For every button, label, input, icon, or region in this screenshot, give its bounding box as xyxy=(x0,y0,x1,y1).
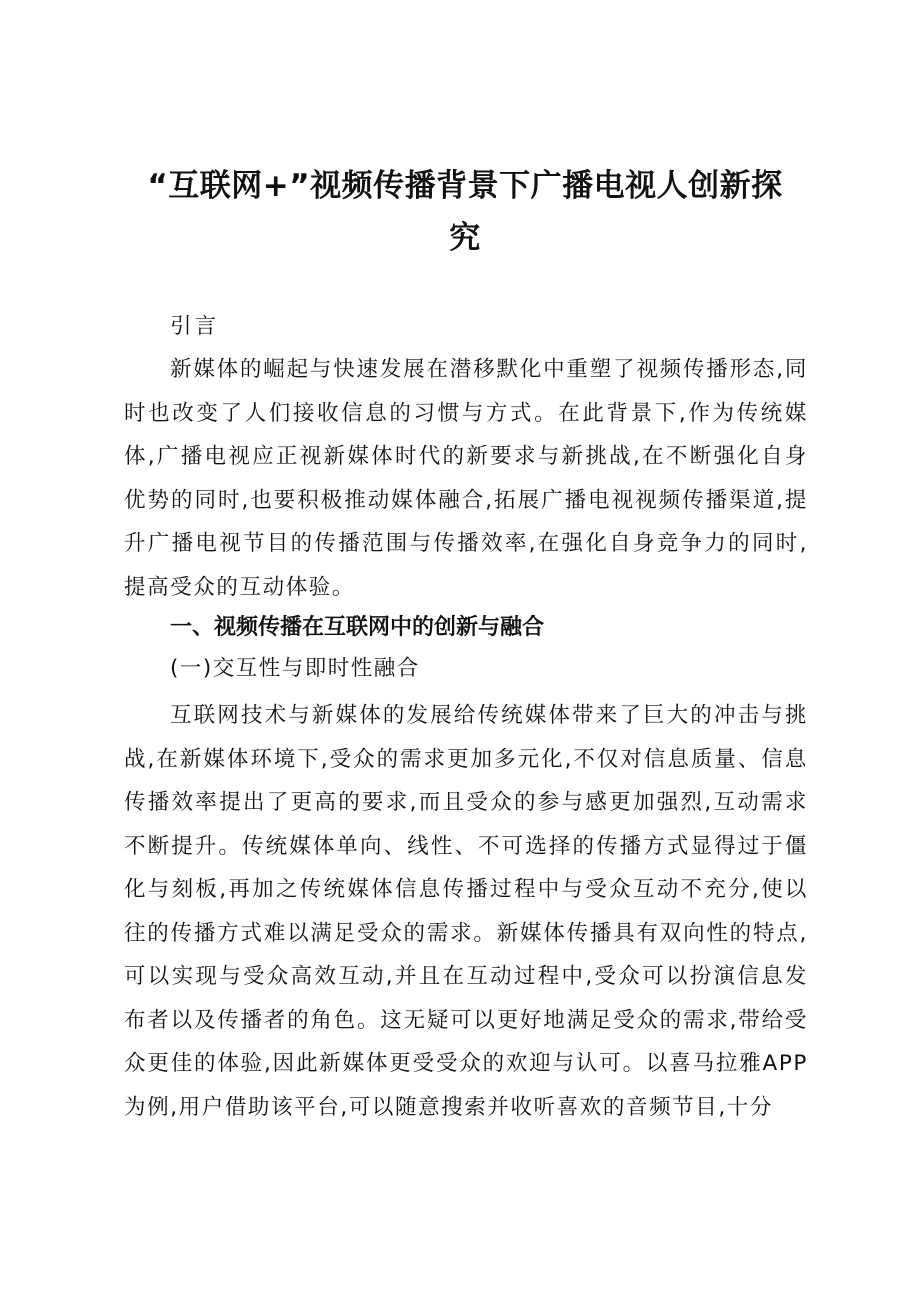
section-heading: 一、视频传播在互联网中的创新与融合 xyxy=(170,615,545,640)
subsection-heading: (一)交互性与即时性融合 xyxy=(170,656,420,681)
intro-paragraph: 新媒体的崛起与快速发展在潜移默化中重塑了视频传播形态,同时也改变了人们接收信息的习惯与方式。在此背景下,作为传统媒体,广播电视应正视新媒体时代的新要求与新挑战,在不断强化自身优势的同时,也要积极推动媒体融合,拓展广播电视视频传播渠道,提升广播电视节目的传播范围与传播效率,在强化自身竞争力的同时,提高受众的互动体验。 xyxy=(124,357,808,600)
document-title: “互联网+”视频传播背景下广播电视人创新探究 xyxy=(147,168,783,256)
intro-heading: 引言 xyxy=(170,314,220,339)
body-paragraph: 互联网技术与新媒体的发展给传统媒体带来了巨大的冲击与挑战,在新媒体环境下,受众的需求更加多元化,不仅对信息质量、信息传播效率提出了更高的要求,而且受众的参与感更加强烈,互动需求不断提升。传统媒体单向、线性、不可选择的传播方式显得过于僵化与刻板,再加之传统媒体信息传播过程中与受众互动不充分,使以往的传播方式难以满足受众的需求。新媒体传播具有双向性的特点,可以实现与受众高效互动,并且在互动过程中,受众可以扮演信息发布者以及传播者的角色。这无疑可以更好地满足受众的需求,带给受众更佳的体验,因此新媒体更受受众的欢迎与认可。以喜马拉雅APP为例,用户借助该平台,可以随意搜索并收听喜欢的音频节目,十分 xyxy=(124,703,808,1120)
